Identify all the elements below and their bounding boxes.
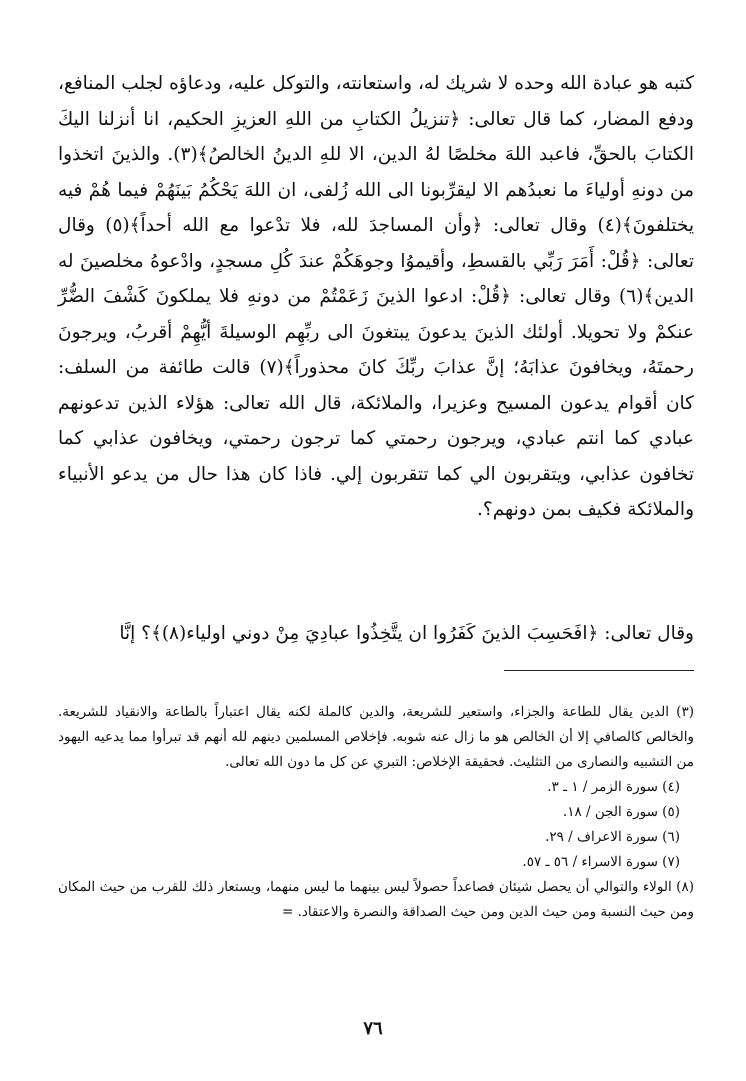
footnote-3: (٣) الدين يقال للطاعة والجزاء، واستعير للشريعة، والدين كالملة لكنه يقال اعتباراً بالطاعة والانقياد للشريعة. والخالص كالصافي إلا أن الخالص هو ما زال عنه شوبه. فإخلاص المسلمين دينهم لله أنهم قد تبرأوا مما يدعيه اليهود من التشبيه والنصارى من التثليث. فحقيقة الإخلاص: التبري عن كل ما دون الله تعالى.	[58, 704, 694, 770]
footnote-separator	[504, 670, 694, 671]
footnotes-section	[58, 700, 694, 925]
page-number: ٧٦	[363, 1018, 383, 1039]
body-paragraph-2: وقال تعالى: ﴿افَحَسِبَ الذينَ كَفَرُوا ان يتَّخِذُوا عبادِيَ مِنْ دوني اولياء(٨)﴾؟ إنَّا	[119, 623, 694, 644]
footnote-5: (٥) سورة الجن / ١٨.	[562, 804, 680, 820]
footnote-4: (٤) سورة الزمر / ١ ـ ٣.	[547, 779, 680, 795]
footnote-8: (٨) الولاء والتوالي أن يحصل شيئان فصاعداً حصولاً ليس بينهما ما ليس منهما، ويستعار ذلك للقرب من حيث المكان ومن حيث النسبة ومن حيث الدين ومن حيث الصداقة والنصرة والاعتقاد. =	[58, 879, 694, 920]
main-body-text	[58, 66, 694, 528]
footnote-7: (٧) سورة الاسراء / ٥٦ ـ ٥٧.	[522, 854, 680, 870]
body-paragraph-1: كتبه هو عبادة الله وحده لا شريك له، واستعانته، والتوكل عليه، ودعاؤه لجلب المنافع، ودفع المضار، كما قال تعالى: ﴿تنزيلُ الكتابِ من اللهِ العزيزِ الحكيم، انا أنزلنا اليكَ الكتابَ بالحقِّ، فاعبد اللهَ مخلصًا لهُ الدين، الا للهِ الدينُ الخالصُ﴾(٣). والذينَ اتخذوا من دونهِ أولياءَ ما نعبدُهم الا ليقرِّبونا الى الله زُلفى، ان اللهَ يَحْكُمُ بَينَهُمْ فيما هُمْ فيه يختلفونَ﴾(٤) وقال تعالى: ﴿وأن المساجدَ لله، فلا تدْعوا مع الله أحداً﴾(٥) وقال تعالى: ﴿قُلْ: أَمَرَ رَبِّي بالقسطِ، وأقيموُا وجوهَكُمْ عندَ كُلِ مسجدٍ، وادْعوهُ مخلصينَ له الدين﴾(٦) وقال تعالى: ﴿قُلْ: ادعوا الذينَ زَعَمْتُمْ من دونهِ فلا يملكونَ كَشْفَ الضُّرِّ عنكمْ ولا تحويلا. أولئك الذينَ يدعونَ يبتغونَ الى ربِّهِم الوسيلةَ أيُّهِمْ أقربُ، ويرجونَ رحمتَهُ، ويخافونَ عذابَهُ؛ إنَّ عذابَ ربِّكَ كانَ محذوراً﴾(٧) قالت طائفة من السلف: كان أقوام يدعون المسيح وعزيرا، والملائكة، قال الله تعالى: هؤلاء الذين تدعونهم عبادي كما انتم عبادي، ويرجون رحمتي كما ترجون رحمتي، ويخافون عذابي كما تخافون عذابي، ويتقربون الي كما تتقربون إلي. فاذا كان هذا حال من يدعو الأنبياء والملائكة فكيف بمن دونهم؟.	[58, 73, 694, 520]
footnote-6: (٦) سورة الاعراف / ٢٩.	[545, 829, 680, 845]
